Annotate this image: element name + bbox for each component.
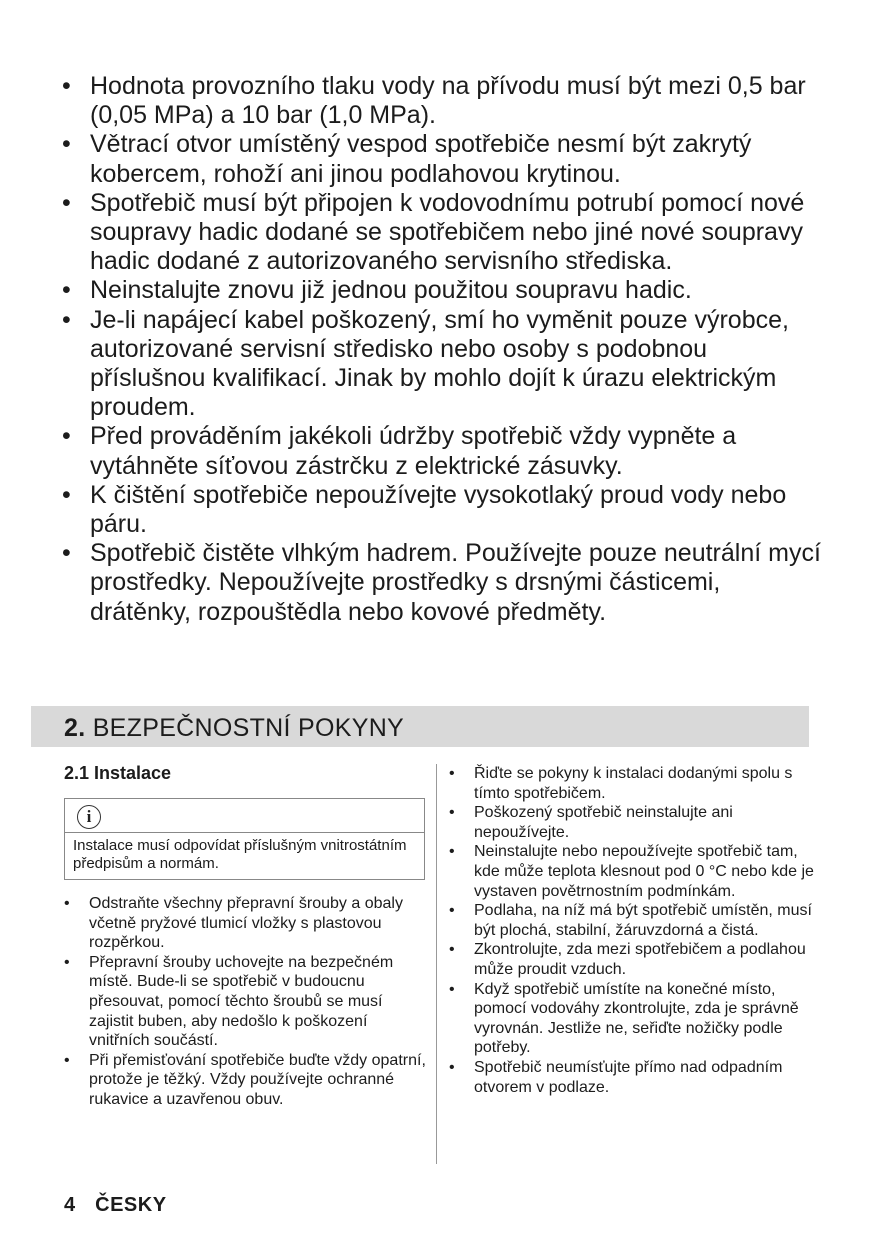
- list-item: • Před prováděním jakékoli údržby spotřebič vždy vypněte a vytáhněte síťovou zástrčku z elektrické zásuvky.: [62, 422, 737, 480]
- list-item: • Větrací otvor umístěný vespod spotřebiče nesmí být zakrytý kobercem, rohoží ani jinou podlahovou krytinou.: [62, 130, 752, 188]
- column-divider: [436, 764, 437, 1164]
- divider: [65, 832, 424, 833]
- list-item: • Spotřebič musí být připojen k vodovodnímu potrubí pomocí nové soupravy hadic dodané se spotřebičem nebo jiné nové soupravy hadic dodané z autorizovaného servisního střediska.: [62, 188, 805, 276]
- list-item: • Podlaha, na níž má být spotřebič umístěn, musí být plochá, stabilní, žáruvzdorná a čistá.: [449, 902, 812, 939]
- page-number: 4: [64, 1194, 76, 1216]
- list-item: • Neinstalujte nebo nepoužívejte spotřebič tam, kde může teplota klesnout pod 0 °C nebo kde je vystaven povětrnostním podmínkám.: [449, 843, 814, 900]
- list-item: • Hodnota provozního tlaku vody na přívodu musí být mezi 0,5 bar (0,05 MPa) a 10 bar (1,0 MPa).: [62, 72, 806, 130]
- list-item: • Odstraňte všechny přepravní šrouby a obaly včetně pryžové tlumicí vložky s plastovou rozpěrkou.: [64, 895, 403, 952]
- list-item: • Při přemisťování spotřebiče buďte vždy opatrní, protože je těžký. Vždy používejte ochranné rukavice a uzavřenou obuv.: [64, 1051, 426, 1108]
- list-item: • Spotřebič čistěte vlhkým hadrem. Používejte pouze neutrální mycí prostředky. Nepoužívejte prostředky s drsnými částicemi, drátěnky, rozpouštědla nebo kovové předměty.: [62, 539, 821, 626]
- list-item: • Spotřebič neumísťujte přímo nad odpadním otvorem v podlaze.: [449, 1058, 783, 1096]
- info-text: Instalace musí odpovídat příslušným vnitrostátním předpisům a normám.: [73, 837, 407, 872]
- language-label: ČESKY: [95, 1194, 167, 1216]
- left-column: [64, 762, 428, 1110]
- list-item: • K čištění spotřebiče nepoužívejte vysokotlaký proud vody nebo páru.: [62, 480, 787, 539]
- right-bullet-list: [449, 764, 814, 1097]
- section-title: [64, 714, 404, 742]
- page-footer: [64, 1194, 167, 1216]
- info-icon: i: [77, 805, 101, 829]
- top-bullet-list: [62, 72, 822, 627]
- section-title-text: BEZPEČNOSTNÍ POKYNY: [92, 714, 405, 742]
- list-item: • Když spotřebič umístíte na konečné místo, pomocí vodováhy zkontrolujte, zda je správně vyrovnán. Jestliže ne, seřiďte nožičky podle potřeby.: [449, 980, 799, 1057]
- info-box: [64, 798, 425, 880]
- list-item: • Poškozený spotřebič neinstalujte ani nepoužívejte.: [449, 804, 733, 841]
- list-item: • Zkontrolujte, zda mezi spotřebičem a podlahou může proudit vzduch.: [449, 941, 806, 978]
- right-column: [449, 764, 814, 1097]
- list-item: • Neinstalujte znovu již jednou použitou soupravu hadic.: [62, 276, 692, 305]
- section-number: 2.: [64, 714, 86, 742]
- list-item: • Je-li napájecí kabel poškozený, smí ho vyměnit pouze výrobce, autorizované servisní středisko nebo osoby s podobnou příslušnou kvalifikací. Jinak by mohlo dojít k úrazu elektrickým proudem.: [62, 305, 789, 422]
- subsection-title: 2.1 Instalace: [64, 763, 172, 783]
- list-item: • Přepravní šrouby uchovejte na bezpečném místě. Bude-li se spotřebič v budoucnu přesouvat, pomocí těchto šroubů se musí zajistit buben, aby nedošlo k poškození vnitřních součástí.: [64, 953, 394, 1050]
- section-header: [31, 706, 809, 747]
- list-item: • Řiďte se pokyny k instalaci dodanými spolu s tímto spotřebičem.: [449, 765, 793, 802]
- left-bullet-list: [64, 894, 426, 1110]
